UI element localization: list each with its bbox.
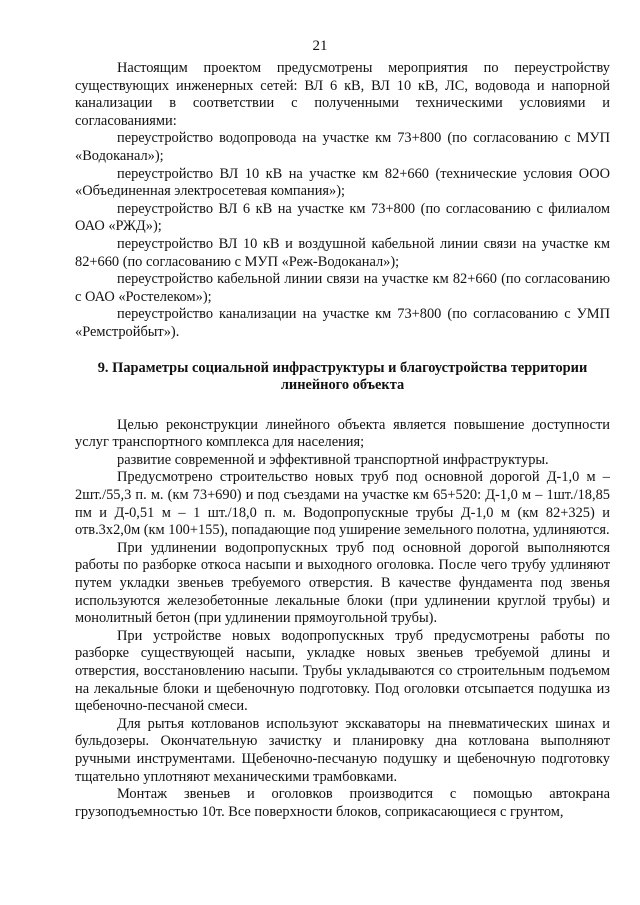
body-paragraph: Для рытья котлованов используют экскаваторы на пневматических шинах и бульдозеры. Окончательную зачистку и планировку дна котлована выполняют ручными инструментами. Щебеночно-песчаную подушку и щебеночную подготовку тщательно уплотняют механическими трамбовками. xyxy=(75,715,610,785)
list-item: переустройство кабельной линии связи на участке км 82+660 (по согласованию с ОАО «Ростелеком»); xyxy=(75,271,610,305)
list-item: переустройство водопровода на участке км 73+800 (по согласованию с МУП «Водоканал»); xyxy=(75,130,610,164)
section-heading: 9. Параметры социальной инфраструктуры и благоустройства территории линейного объекта xyxy=(97,359,588,394)
list-item: переустройство ВЛ 6 кВ на участке км 73+800 (по согласованию с филиалом ОАО «РЖД»); xyxy=(75,200,610,235)
body-paragraph: Предусмотрено строительство новых труб под основной дорогой Д-1,0 м – 2шт./55,3 п. м. (км 73+690) и под съездами на участке км 65+520: Д-1,0 м – 1шт./18,85 пм и Д-0,51 м – 1 шт./18,0 п. м. Водопропускные трубы Д-1,0 м (км 82+325) и отв.3х2,0м (км 100+155), попадающие под уширение земельного полотна, удлиняются. xyxy=(75,469,610,539)
body-paragraph: развитие современной и эффективной транспортной инфраструктуры. xyxy=(117,451,549,468)
list-item: переустройство ВЛ 10 кВ на участке км 82+660 (технические условия ООО «Объединенная электросетевая компания»); xyxy=(75,165,610,200)
body-paragraph: Целью реконструкции линейного объекта является повышение доступности услуг транспортного комплекса для населения; xyxy=(75,416,610,451)
list-item: переустройство канализации на участке км 73+800 (по согласованию с УМП «Ремстройбыт»). xyxy=(75,306,610,340)
intro-paragraph: Настоящим проектом предусмотрены мероприятия по переустройству существующих инженерных сетей: ВЛ 6 кВ, ВЛ 10 кВ, ЛС, водовода и напорной канализации в соответствии с полученными техническими условиями и согласованиями: xyxy=(75,60,610,129)
page-number: 21 xyxy=(312,38,328,54)
body-paragraph: Монтаж звеньев и оголовков производится с помощью автокрана грузоподъемностью 10т. Все поверхности блоков, соприкасающиеся с грунтом, xyxy=(75,786,610,820)
body-paragraph: При удлинении водопропускных труб под основной дорогой выполняются работы по разборке откоса насыпи и выходного оголовка. После чего трубу удлиняют путем укладки звеньев требуемого отверстия. В качестве фундамента под звенья используются железобетонные лекальные блоки (при удлинении круглой трубы) и монолитный бетон (при удлинении прямоугольной трубы). xyxy=(75,539,610,627)
body-paragraph: При устройстве новых водопропускных труб предусмотрены работы по разборке существующей насыпи, укладке новых звеньев требуемой длины и отверстия, восстановлению насыпи. Трубы укладываются со строительным подъемом на лекальные блоки и щебеночную подготовку. Под оголовки отсыпается подушка из щебеночно-песчаной смеси. xyxy=(75,627,610,715)
list-item: переустройство ВЛ 10 кВ и воздушной кабельной линии связи на участке км 82+660 (по согласованию с МУП «Реж-Водоканал»); xyxy=(75,235,610,270)
page-content xyxy=(75,60,610,821)
